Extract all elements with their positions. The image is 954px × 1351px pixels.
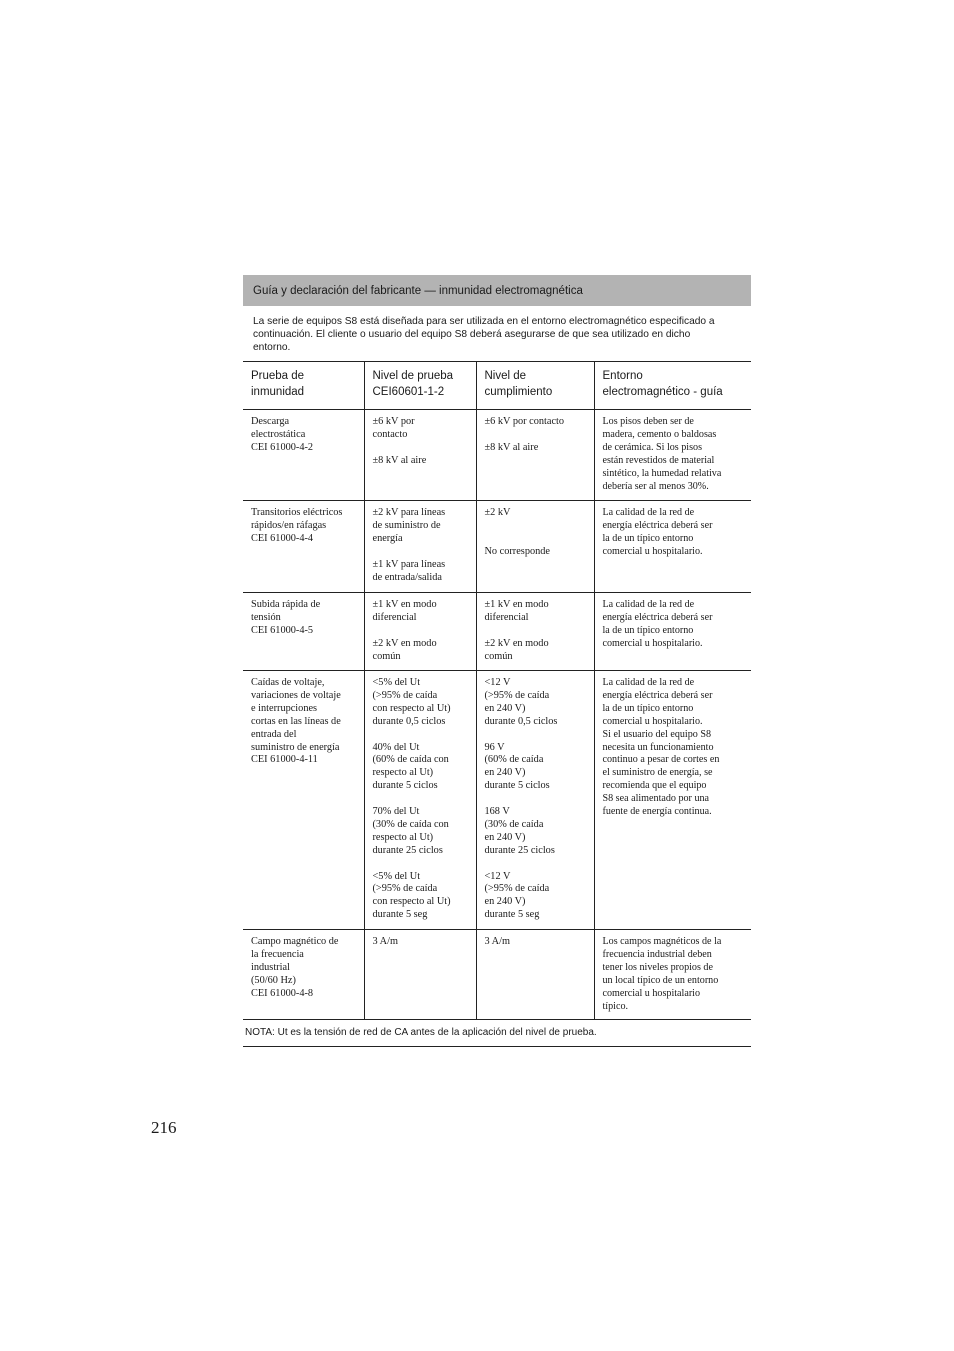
cell-text: La calidad de la red de energía eléctrica deberá ser la de un típico entorno comercial u hospitalario. Si el usuario del equipo S8 necesita un funcionamiento continuo a pesar de cortes en el suministro de energía, se recomienda que el equipo S8 sea alimentado por una fuente de energía continua. [602,677,720,818]
immunity-declaration [243,275,751,1047]
table-cell [364,501,476,593]
cell-text: No corresponde [484,545,550,557]
table-cell [476,593,594,671]
cell-text: 96 V (60% de caída en 240 V) durante 5 ciclos [484,741,550,792]
cell-text: ±2 kV en modo común [372,637,437,662]
table-cell [476,671,594,930]
cell-text: 70% del Ut (30% de caída con respecto al Ut) durante 25 ciclos [372,806,449,856]
table-cell [243,501,364,593]
cell-text: ±1 kV en modo diferencial [484,599,549,623]
cell-text: Los campos magnéticos de la frecuencia industrial deben tener los niveles propios de un local típico de un entorno comercial u hospitalario típico. [602,936,722,1012]
cell-text: 40% del Ut (60% de caída con respecto al Ut) durante 5 ciclos [372,741,449,792]
table-cell [243,410,364,501]
table-cell [364,410,476,501]
cell-text: <5% del Ut (>95% de caída con respecto al Ut) durante 5 seg [372,870,451,921]
cell-text: Transitorios eléctricos rápidos/en ráfagas CEI 61000-4-4 [251,507,343,544]
table-cell [594,501,751,593]
header-compliance-level: Nivel de cumplimiento [476,362,594,410]
table-row [243,671,751,930]
cell-text: La calidad de la red de energía eléctrica deberá ser la de un típico entorno comercial u hospitalario. [602,507,713,557]
cell-text: Los pisos deben ser de madera, cemento o baldosas de cerámica. Si los pisos están revestidos de material sintético, la humedad relativa debería ser al menos 30%. [602,416,722,492]
immunity-table [243,361,751,1020]
cell-text: ±8 kV al aire [372,454,427,466]
table-cell [476,930,594,1020]
cell-text: <12 V (>95% de caída en 240 V) durante 5 seg [484,870,550,921]
cell-text: 3 A/m [484,936,510,947]
cell-text: <12 V (>95% de caída en 240 V) durante 0,5 ciclos [484,677,558,727]
cell-text: 3 A/m [372,936,398,947]
table-cell [594,410,751,501]
table-cell [364,671,476,930]
header-immunity-test: Prueba de inmunidad [243,362,364,410]
intro-paragraph: La serie de equipos S8 está diseñada para ser utilizada en el entorno electromagnético especificado a continuación. El cliente o usuario del equipo S8 deberá asegurarse de que sea utilizado en dicho entorno. [253,316,715,353]
table-cell [476,501,594,593]
table-cell [243,930,364,1020]
table-cell [476,410,594,501]
page-number: 216 [151,1118,177,1137]
table-cell [364,593,476,671]
table-cell [364,930,476,1020]
cell-text: Descarga electrostática CEI 61000-4-2 [251,416,314,453]
table-row [243,410,751,501]
cell-text: 168 V (30% de caída en 240 V) durante 25 ciclos [484,806,555,856]
section-header [243,275,751,306]
table-cell [594,671,751,930]
table-cell [243,671,364,930]
table-row [243,501,751,593]
table-note: NOTA: Ut es la tensión de red de CA antes de la aplicación del nivel de prueba. [243,1020,751,1047]
header-environment-guidance: Entorno electromagnético - guía [594,362,751,410]
cell-text: ±1 kV para líneas de entrada/salida [372,558,446,583]
cell-text: ±6 kV por contacto [484,416,565,427]
cell-text: ±6 kV por contacto [372,416,415,440]
table-body [243,410,751,1020]
cell-text: Campo magnético de la frecuencia industrial (50/60 Hz) CEI 61000-4-8 [251,936,339,999]
cell-text: ±2 kV en modo común [484,637,549,662]
section-title: Guía y declaración del fabricante — inmunidad electromagnética [253,284,583,297]
cell-text: ±8 kV al aire [484,441,539,453]
table-cell [243,593,364,671]
cell-text: Subida rápida de tensión CEI 61000-4-5 [251,599,321,636]
cell-text: ±2 kV [484,507,511,518]
table-row [243,593,751,671]
cell-text: ±2 kV para líneas de suministro de energía [372,507,446,544]
cell-text: ±1 kV en modo diferencial [372,599,437,623]
table-cell [594,593,751,671]
cell-text: <5% del Ut (>95% de caída con respecto al Ut) durante 0,5 ciclos [372,677,451,727]
cell-text: Caídas de voltaje, variaciones de voltaje e interrupciones cortas en las líneas de entrada del suministro de energía CEI 61000-4-11 [251,677,341,766]
table-row [243,930,751,1020]
table-cell [594,930,751,1020]
header-test-level: Nivel de prueba CEI60601-1-2 [364,362,476,410]
cell-text: La calidad de la red de energía eléctrica deberá ser la de un típico entorno comercial u hospitalario. [602,599,713,649]
table-header-row [243,362,751,410]
